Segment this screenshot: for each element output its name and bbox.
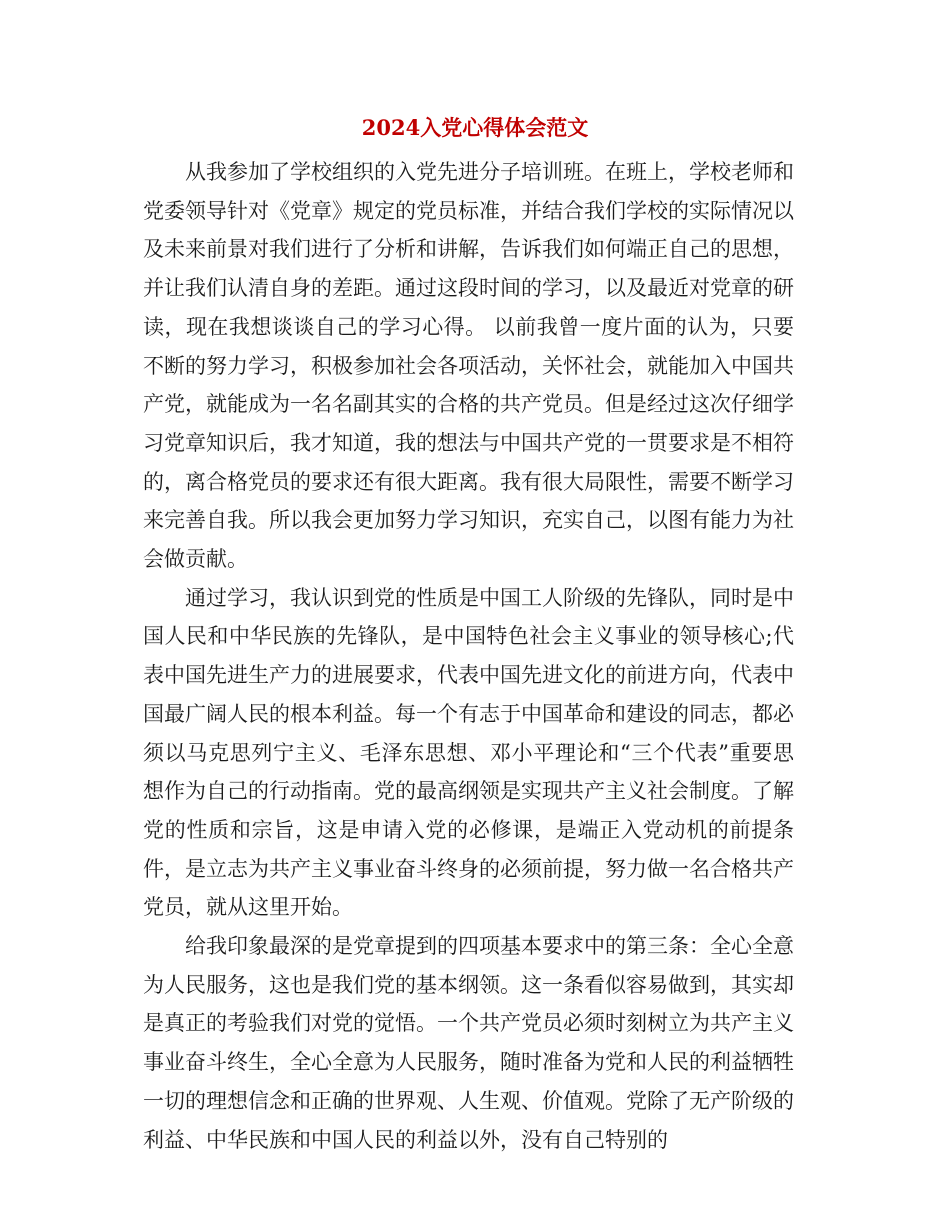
paragraph-3: 给我印象最深的是党章提到的四项基本要求中的第三条：全心全意为人民服务，这也是我们党的基本纲领。这一条看似容易做到，其实却是真正的考验我们对党的觉悟。一个共产党员必须时刻树立为共产主义事业奋斗终生，全心全意为人民服务，随时准备为党和人民的利益牺牲一切的理想信念和正确的世界观、人生观、价值观。党除了无产阶级的利益、中华民族和中国人民的利益以外，没有自己特别的 xyxy=(143,934,794,1152)
document-body xyxy=(143,153,794,1159)
paragraph-2: 通过学习，我认识到党的性质是中国工人阶级的先锋队，同时是中国人民和中华民族的先锋队，是中国特色社会主义事业的领导核心;代表中国先进生产力的进展要求，代表中国先进文化的前进方向，代表中国最广阔人民的根本利益。每一个有志于中国革命和建设的同志，都必须以马克思列宁主义、毛泽东思想、邓小平理论和“三个代表”重要思想作为自己的行动指南。党的最高纲领是实现共产主义社会制度。了解党的性质和宗旨，这是申请入党的必修课，是端正入党动机的前提条件，是立志为共产主义事业奋斗终身的必须前提，努力做一名合格共产党员，就从这里开始。 xyxy=(143,585,794,920)
document-title: 2024入党心得体会范文 xyxy=(361,115,589,140)
paragraph-1: 从我参加了学校组织的入党先进分子培训班。在班上，学校老师和党委领导针对《党章》规定的党员标准，并结合我们学校的实际情况以及未来前景对我们进行了分析和讲解，告诉我们如何端正自己的思想，并让我们认清自身的差距。通过这段时间的学习，以及最近对党章的研读，现在我想谈谈自己的学习心得。 以前我曾一度片面的认为，只要不断的努力学习，积极参加社会各项活动，关怀社会，就能加入中国共产党，就能成为一名名副其实的合格的共产党员。但是经过这次仔细学习党章知识后，我才知道，我的想法与中国共产党的一贯要求是不相符的，离合格党员的要求还有很大距离。我有很大局限性，需要不断学习来完善自我。所以我会更加努力学习知识，充实自己，以图有能力为社会做贡献。 xyxy=(143,160,794,572)
